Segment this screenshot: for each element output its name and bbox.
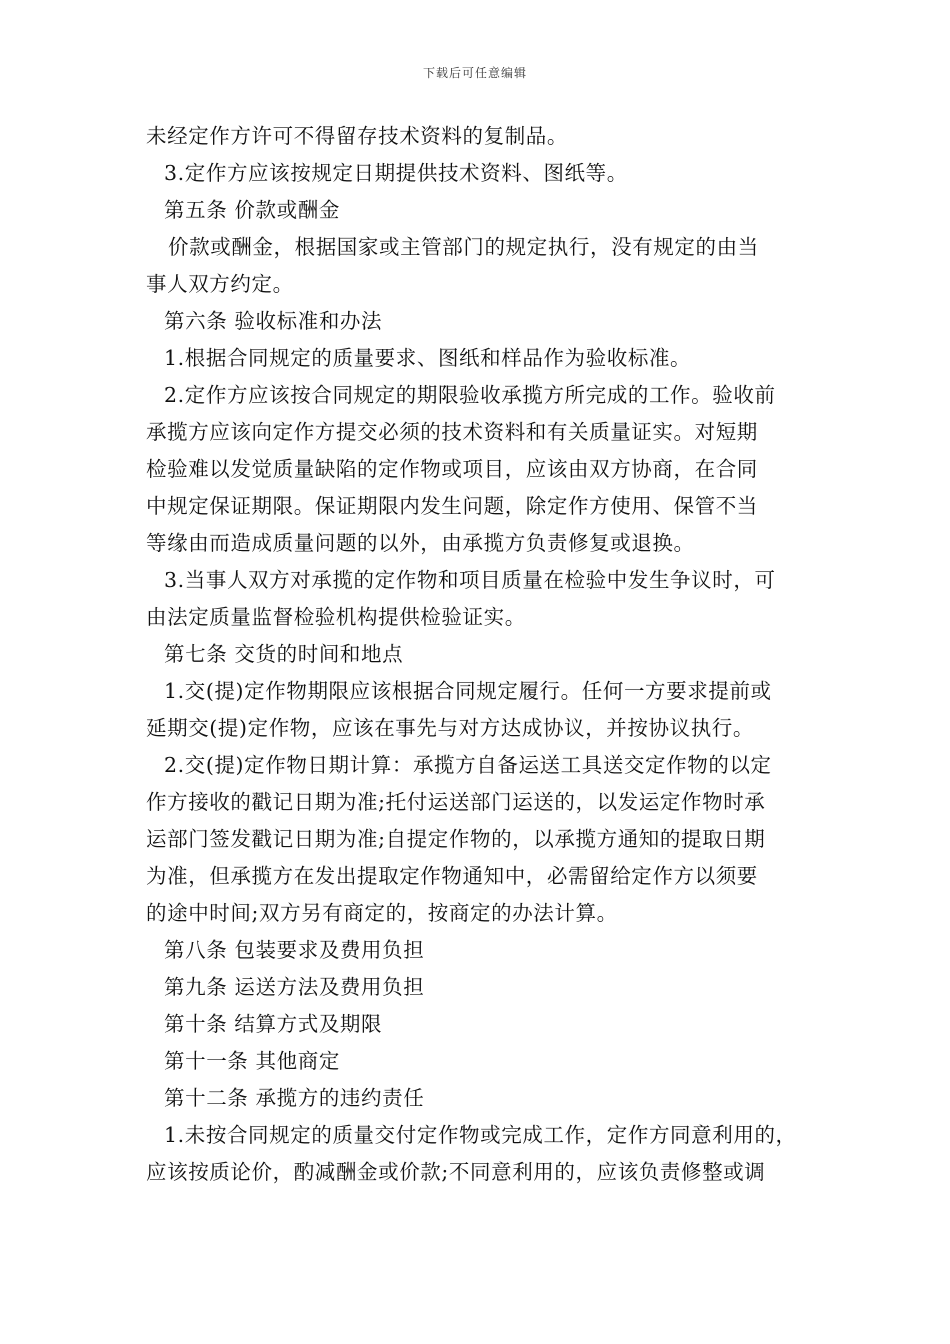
text-line: 事人双方约定。	[146, 272, 294, 296]
text-line: 2.交(提)定作物日期计算：承揽方自备运送工具送交定作物的以定	[164, 753, 772, 777]
text-line: 为准，但承揽方在发出提取定作物通知中，必需留给定作方以须要	[146, 864, 758, 888]
text-line: 2.定作方应该按合同规定的期限验收承揽方所完成的工作。验收前	[164, 383, 776, 407]
text-line: 1.未按合同规定的质量交付定作物或完成工作，定作方同意利用的，	[164, 1123, 797, 1147]
section-heading: 第十条 结算方式及期限	[164, 1012, 383, 1036]
section-heading: 第八条 包装要求及费用负担	[164, 938, 425, 962]
text-line: 延期交(提)定作物，应该在事先与对方达成协议，并按协议执行。	[146, 716, 754, 740]
text-line: 等缘由而造成质量问题的以外，由承揽方负责修复或退换。	[146, 531, 695, 555]
section-heading: 第九条 运送方法及费用负担	[164, 975, 425, 999]
text-line: 1.根据合同规定的质量要求、图纸和样品作为验收标准。	[164, 346, 692, 370]
text-line: 由法定质量监督检验机构提供检验证实。	[146, 605, 526, 629]
text-line: 的途中时间;双方另有商定的，按商定的办法计算。	[146, 901, 618, 925]
text-line: 未经定作方许可不得留存技术资料的复制品。	[146, 124, 568, 148]
text-line: 价款或酬金，根据国家或主管部门的规定执行，没有规定的由当	[168, 235, 759, 259]
text-line: 承揽方应该向定作方提交必须的技术资料和有关质量证实。对短期	[146, 420, 758, 444]
section-heading: 第七条 交货的时间和地点	[164, 642, 404, 666]
section-heading: 第五条 价款或酬金	[164, 198, 340, 222]
text-line: 3.当事人双方对承揽的定作物和项目质量在检验中发生争议时，可	[164, 568, 776, 592]
text-line: 中规定保证期限。保证期限内发生问题，除定作方使用、保管不当	[146, 494, 758, 518]
section-heading: 第十一条 其他商定	[164, 1049, 340, 1073]
page-header: 下载后可任意编辑	[422, 66, 527, 80]
section-heading: 第六条 验收标准和办法	[164, 309, 383, 333]
section-heading: 第十二条 承揽方的违约责任	[164, 1086, 425, 1110]
text-line: 作方接收的戳记日期为准;托付运送部门运送的，以发运定作物时承	[146, 790, 766, 814]
text-line: 1.交(提)定作物期限应该根据合同规定履行。任何一方要求提前或	[164, 679, 772, 703]
document-body	[146, 118, 816, 1191]
text-line: 应该按质论价，酌减酬金或价款;不同意利用的，应该负责修整或调	[146, 1160, 766, 1184]
text-line: 检验难以发觉质量缺陷的定作物或项目，应该由双方协商，在合同	[146, 457, 758, 481]
text-line: 3.定作方应该按规定日期提供技术资料、图纸等。	[164, 161, 628, 185]
text-line: 运部门签发戳记日期为准;自提定作物的，以承揽方通知的提取日期	[146, 827, 766, 851]
